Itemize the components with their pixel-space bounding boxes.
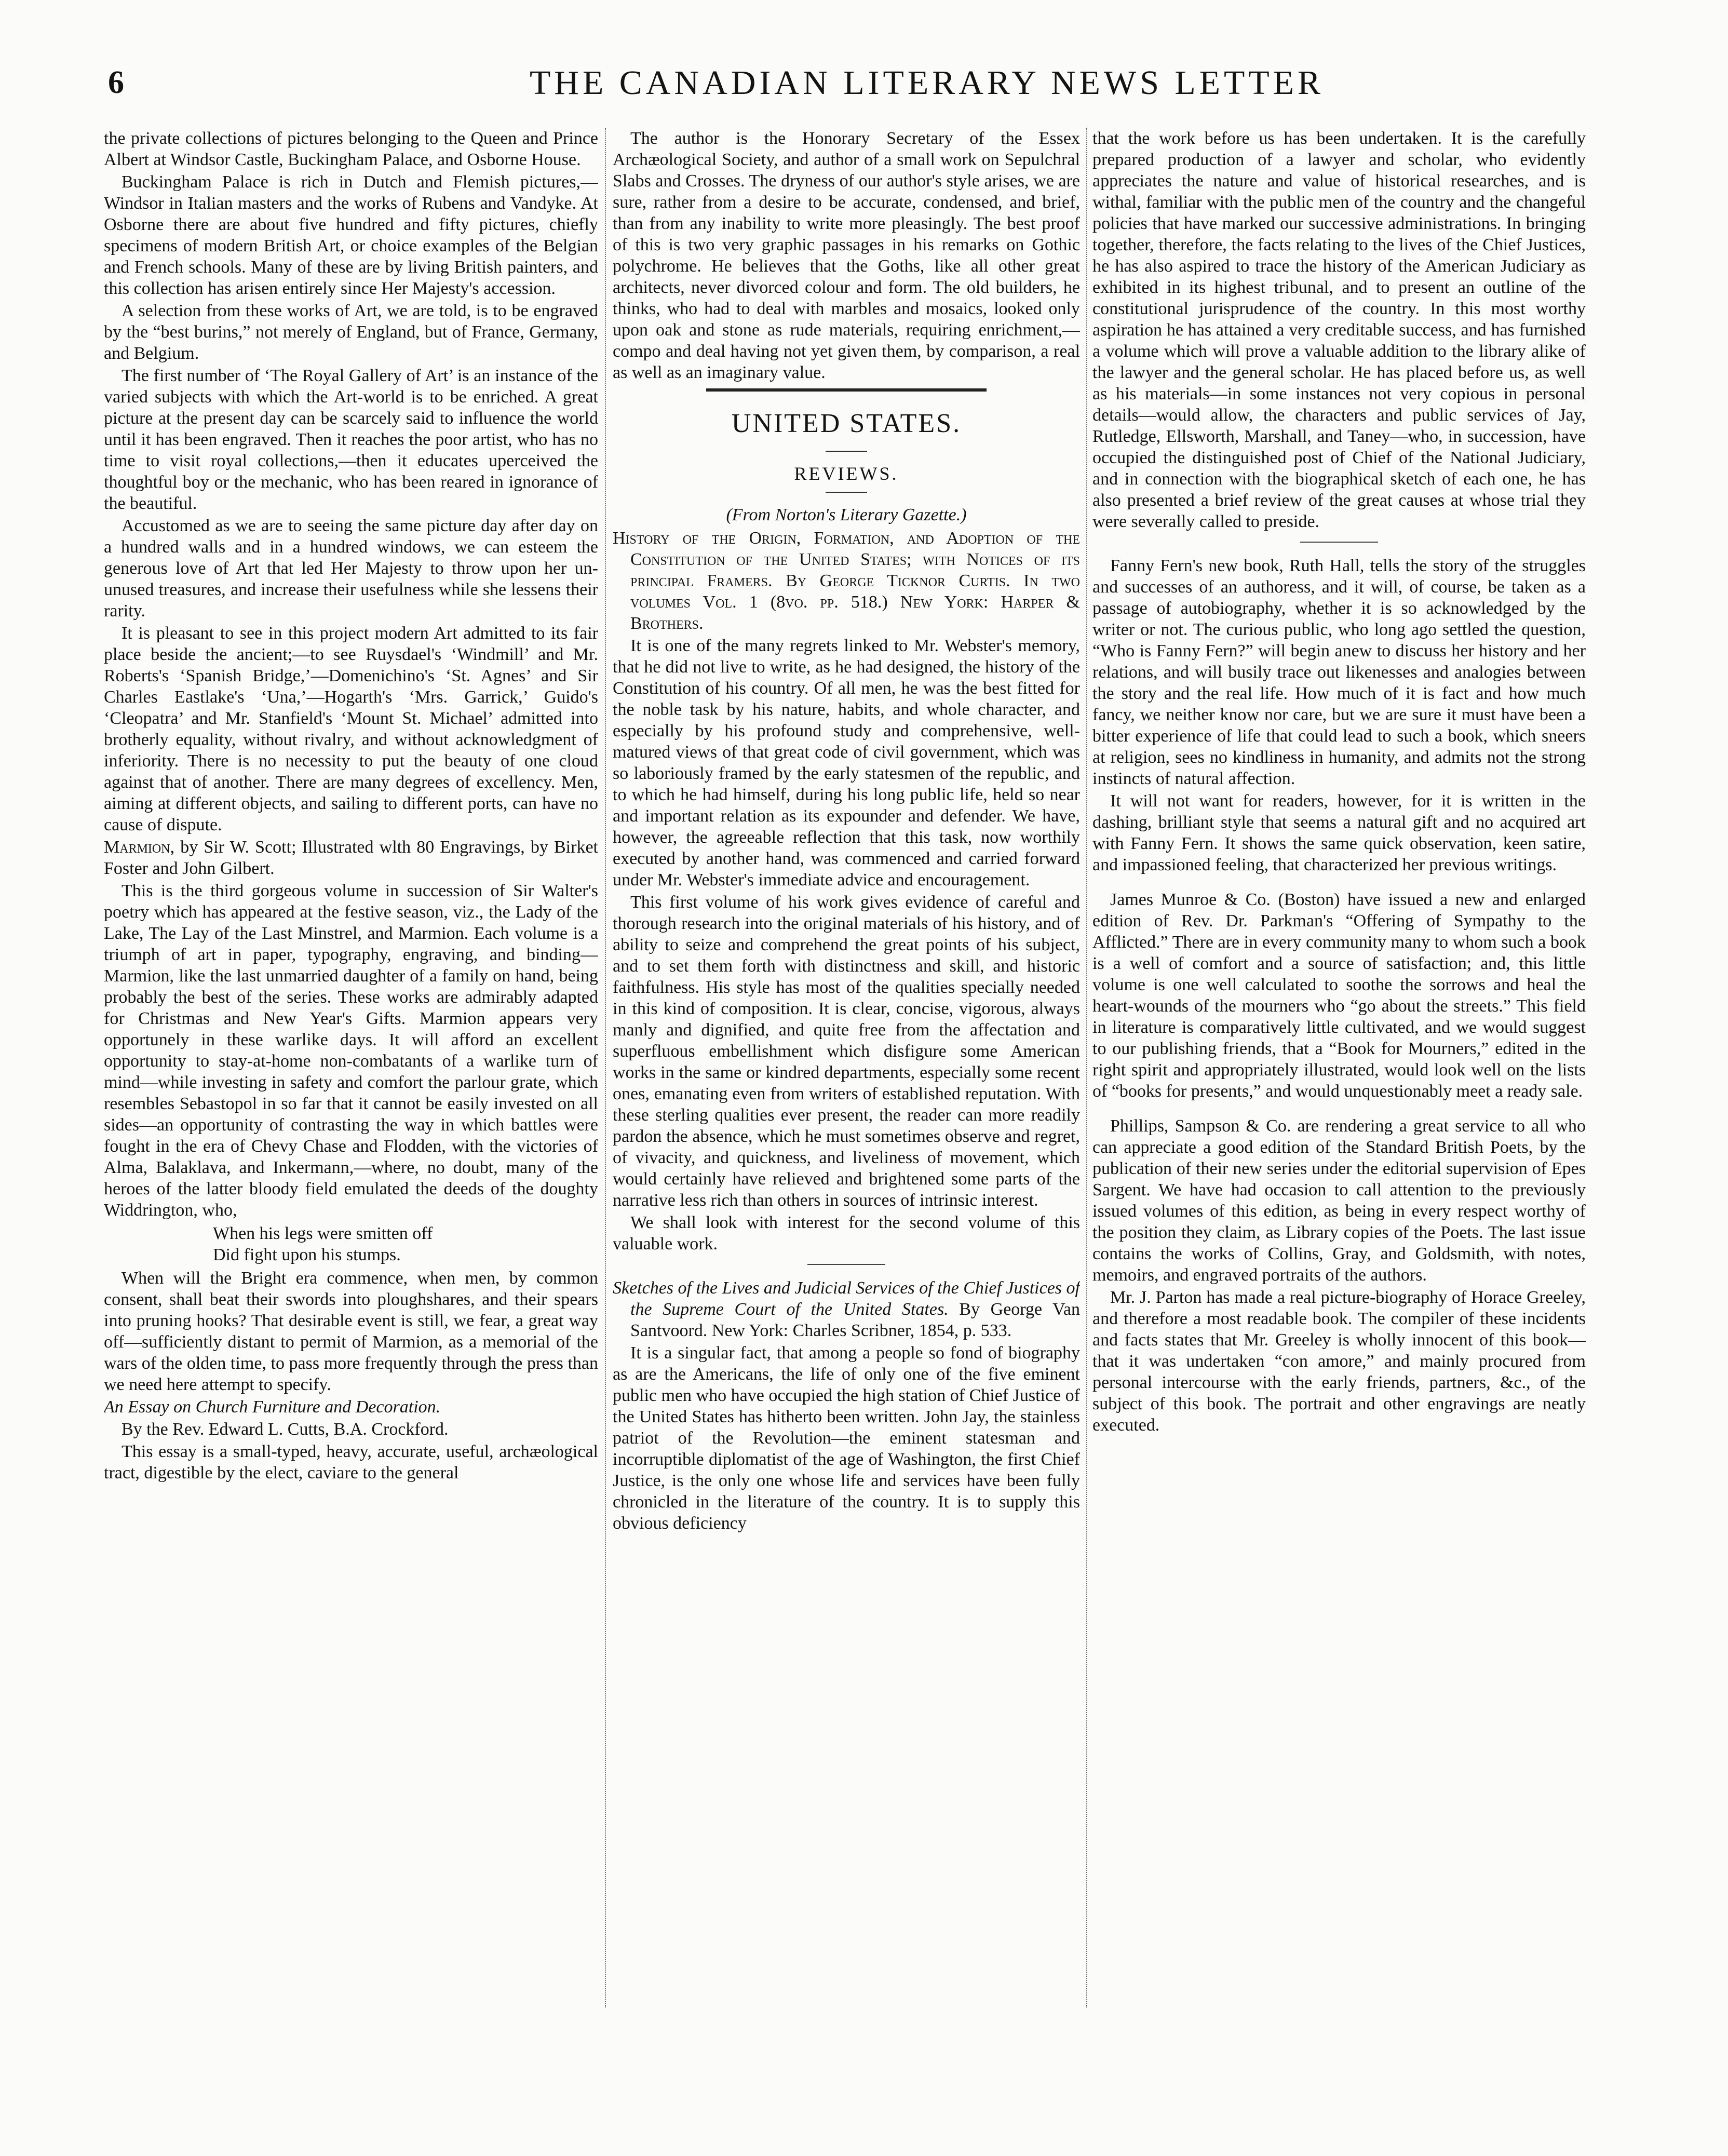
paragraph: that the work before us has been undertaken. It is the carefully prepared production of a lawyer and scholar, who evidently appreciates the nature and value of historical researches, and is withal, familiar with the public men of the country and the changeful policies that have marked our successive administrations. In bringing together, therefore, the facts relating to the lives of the Chief Justices, he has also aspired to trace the history of the American Judiciary as exhibited in its highest tribunal, and to present an outline of the constitutional jurisprudence of the country. In this most worthy aspiration he has attained a very creditable success, and has furnished a volume which will prove a valuable addition to the library alike of the lawyer and the general scholar. He has placed before us, as well as his materials—in some instances not very copious in personal details—would allow, the characters and public services of Jay, Rutledge, Ellsworth, Marshall, and Taney—who, in succession, have occupied the distinguished post of Chief of the National Judiciary, and in connection with the biographical sketch of each one, he has also presented a brief review of the great causes at whose trial they were severally called to preside. — [1092, 129, 1586, 531]
paragraph: Buckingham Palace is rich in Dutch and Flemish pictures,—Windsor in Italian masters and the works of Rubens and Vandyke. At Osborne there are about five hundred and fifty pictures, chiefly specimens of modern British Art, or choice examples of the Belgian and French schools. Many of these are by living British painters, and this collection has arisen entirely since Her Majesty's accession. — [104, 172, 598, 298]
paragraph: James Munroe & Co. (Boston) have issued a new and enlarged edition of Rev. Dr. Parkman's “Offering of Sympathy to the Afflicted.” There are in every community many to whom such a book is a well of comfort and a source of satisfaction; and, this little volume is one well calculated to soothe the sorrows and heal the heart-wounds of the mourners who “go about the streets.” This field in literature is comparatively little cultivated, and we would suggest to our publishing friends, that a “Book for Mourners,” edited in the right spirit and appropriately illustrated, would look well on the lists of “books for presents,” and would unquestionably meet a ready sale. — [1092, 890, 1586, 1101]
heading-rule — [826, 451, 867, 452]
section-heading: UNITED STATES. — [731, 409, 962, 438]
article-divider — [1300, 542, 1378, 543]
paragraph: the private collections of pictures belonging to the Queen and Prince Albert at Windsor Castle, Buckingham Palace, and Osborne House. — [104, 129, 598, 169]
verse-line: Did fight upon his stumps. — [213, 1245, 401, 1264]
paragraph: It is pleasant to see in this project modern Art admitted to its fair place beside the ancient;—to see Ruysdael's ‘Windmill’ and Mr. Roberts's ‘Spanish Bridge,’—Domenichino's ‘St. Agnes’ and Sir Charles Eastlake's ‘Una,’—Hogarth's ‘Mrs. Garrick,’ Guido's ‘Cleopatra’ and Mr. Stanfield's ‘Mount St. Michael’ admitted into brotherly equality, without rivalry, and without acknowledgment of inferiority. There is no necessity to put the beauty of one cloud against that of another. There are many degrees of excellency. Men, aiming at different objects, and sailing to different ports, can have no cause of dispute. — [104, 624, 598, 834]
paragraph: Accustomed as we are to seeing the same picture day after day on a hundred walls and in a hundred windows, we can esteem the generous love of Art that led Her Majesty to throw upon her un-unused treasures, and increase their usefulness while she lessens their rarity. — [104, 516, 598, 621]
review-title: An Essay on Church Furniture and Decoration. — [104, 1397, 441, 1417]
paragraph: The author is the Honorary Secretary of the Essex Archæological Society, and author of a small work on Sepulchral Slabs and Crosses. The dryness of our author's style arises, we are sure, rather from a desire to be accurate, condensed, and brief, than from any inability to write more pleasingly. The best proof of this is two very graphic passages in his remarks on Gothic polychrome. He believes that the Goths, like all other great architects, never divorced colour and form. The old builders, he thinks, who had to deal with marbles and mosaics, looked only upon oak and stone as rude materials, requiring enrichment,—compo and deal having not yet given them, by comparison, a real as well as an imaginary value. — [613, 129, 1080, 382]
paragraph: Mr. J. Parton has made a real picture-biography of Horace Greeley, and therefore a most readable book. The compiler of these incidents and facts states that Mr. Greeley is wholly innocent of this book—that it was undertaken “con amore,” and mainly procured from personal intercourse with the early friends, partners, &c., of the subject of this book. The portrait and other engravings are neatly executed. — [1092, 1288, 1586, 1435]
column-left — [104, 128, 598, 2013]
review-byline: , by Sir W. Scott; Illustrated wlth 80 Engravings, by Birket Foster and John Gilbert. — [104, 838, 598, 878]
column-right — [1092, 128, 1586, 2013]
paragraph: A selection from these works of Art, we are told, is to be engraved by the “best burins,” not merely of England, but of France, Germany, and Belgium. — [104, 301, 598, 363]
running-title: THE CANADIAN LITERARY NEWS LETTER — [529, 64, 1325, 102]
paragraph: Fanny Fern's new book, Ruth Hall, tells the story of the struggles and successes of an authoress, and it will, of course, be taken as a passage of autobiography, whether it is so acknowledged by the writer or not. The curious public, who long ago settled the question, “Who is Fanny Fern?” will begin anew to discuss her history and her relations, and will busily trace out likenesses and analogies between the story and the real life. How much of it is fact and how much fancy, we neither know nor care, but we are sure it must have been a bitter experience of life that could lead to such a book, which sneers at religion, sees no kindliness in humanity, and admits not the strong instincts of natural affection. — [1092, 556, 1586, 788]
paragraph: This is the third gorgeous volume in succession of Sir Walter's poetry which has appeared at the festive season, viz., the Lady of the Lake, The Lay of the Last Minstrel, and Marmion. Each volume is a triumph of art in paper, typography, engraving, and binding—Marmion, like the last unmarried daughter of a family on hand, being probably the best of the series. These works are admirably adapted for Christmas and New Year's Gifts. Marmion appears very opportunely in these warlike days. It will afford an excellent opportunity to stay-at-home non-combatants of a warlike turn of mind—while investing in safety and comfort the parlour grate, which resembles Sebastopol in so far that it cannot be easily invested on all sides—an opportunity of contrasting the way in which battles were fought in the era of Chevy Chase and Flodden, with the victories of Alma, Balaklava, and Inkermann,—where, no doubt, many of the heroes of the latter bloody field emulated the deeds of the doughty Widdrington, who, — [104, 881, 598, 1220]
paragraph: Phillips, Sampson & Co. are rendering a great service to all who can appreciate a good edition of the Standard British Poets, by the publication of their new series under the editorial supervision of Epes Sargent. We have had occasion to call attention to the previously issued volumes of this edition, as being in every respect worthy of the position they claim, as Library copies of the Poets. The last issue contains the works of Collins, Gray, and Goldsmith, with notes, memoirs, and engraved portraits of the authors. — [1092, 1116, 1586, 1285]
spacer — [1092, 1102, 1586, 1115]
paragraph: It will not want for readers, however, for it is written in the dashing, brilliant style that seems a natural gift and no acquired art with Fanny Fern. It shows the same quick observation, keen satire, and impassioned feeling, that characterized her previous writings. — [1092, 791, 1586, 874]
section-divider — [706, 388, 987, 392]
heading-rule — [826, 492, 867, 493]
column-middle — [613, 128, 1080, 2013]
review-title: Marmion — [104, 838, 170, 857]
paragraph: This first volume of his work gives evidence of careful and thorough research into the original materials of his history, and of ability to seize and comprehend the great points of his subject, and to set them forth with distinctness and skill, and historic faithfulness. His style has most of the qualities specially needed in this kind of composition. It is clear, concise, vigorous, always manly and dignified, and quite free from the affectation and superfluous embellishment which disfigure some American works in the same or kindred departments, especially some recent ones, emanating even from writers of established reputation. With these sterling qualities ever present, the reader can more readily pardon the absence, which he must sometimes observe and regret, of vivacity, and quickness, and liveliness of movement, which would certainly have relieved and brightened some parts of the narrative less rich than others in sources of intrinsic interest. — [613, 893, 1080, 1210]
review-heading — [104, 837, 598, 879]
verse-quote — [213, 1223, 598, 1265]
review-heading — [613, 1277, 1080, 1341]
paragraph: The first number of ‘The Royal Gallery of Art’ is an instance of the varied subjects with which the Art-world is to be enriched. A great picture at the present day can be scarcely said to influence the world until it has been engraved. Then it reaches the poor artist, who has no time to visit royal collections,—then it educates uperceived the thoughtful boy or the mechanic, who has been reared in ignorance of the beautiful. — [104, 366, 598, 513]
column-rule — [605, 128, 606, 2007]
paragraph: We shall look with interest for the second volume of this valuable work. — [613, 1213, 1080, 1254]
review-title: Sketches of the Lives and Judicial Services of the Chief Justices of the Supreme Court of the United States. — [613, 1278, 1080, 1319]
article-divider — [807, 1264, 885, 1265]
verse-line: When his legs were smitten off — [213, 1224, 433, 1243]
review-heading: History of the Origin, Formation, and Adoption of the Constitution of the United States; with Notices of its principal Framers. By George Ticknor Curtis. In two volumes Vol. 1 (8vo. pp. 518.) New York: Harper & Brothers. — [613, 529, 1080, 633]
paragraph: It is a singular fact, that among a people so fond of biography as are the Americans, the life of only one of the five eminent public men who have occupied the high station of Chief Justice of the United States has hitherto been written. John Jay, the stainless patriot of the Revolution—the eminent statesman and incorruptible diplomatist of the age of Washington, the first Chief Justice, is the only one whose life and services have been fully chronicled in the literature of the country. It is to supply this obvious deficiency — [613, 1343, 1080, 1533]
review-byline: By the Rev. Edward L. Cutts, B.A. Crockford. — [122, 1420, 449, 1439]
spacer — [1092, 875, 1586, 889]
paragraph: This essay is a small-typed, heavy, accurate, useful, archæological tract, digestible by the elect, caviare to the general — [104, 1442, 598, 1483]
paragraph: When will the Bright era commence, when men, by common consent, shall beat their swords into ploughshares, and their spears into pruning hooks? That desirable event is still, we fear, a great way off—sufficiently distant to permit of Marmion, as a memorial of the wars of the olden time, to pass more frequently through the press than we need here attempt to specify. — [104, 1269, 598, 1394]
section-subheading: REVIEWS. — [794, 463, 899, 484]
paragraph: It is one of the many regrets linked to Mr. Webster's memory, that he did not live to write, as he had designed, the history of the Constitution of his country. Of all men, he was the best fitted for the noble task by his nature, habits, and whole character, and especially by his profound study and comprehensive, well-matured views of that great code of civil government, which was so laboriously framed by the early statesmen of the republic, and to which he had himself, during his long public life, held so near and important relation as its expounder and defender. We have, however, the agreeable reflection that this task, now worthily executed by another hand, was commenced and carried forward under Mr. Webster's immediate advice and encouragement. — [613, 636, 1080, 890]
review-byline: By George Van Santvoord. New York: Charles Scribner, 1854, p. 533. — [630, 1300, 1080, 1340]
page-number: 6 — [108, 65, 124, 100]
source-credit: (From Norton's Literary Gazette.) — [726, 505, 967, 524]
column-rule — [1086, 128, 1087, 2007]
